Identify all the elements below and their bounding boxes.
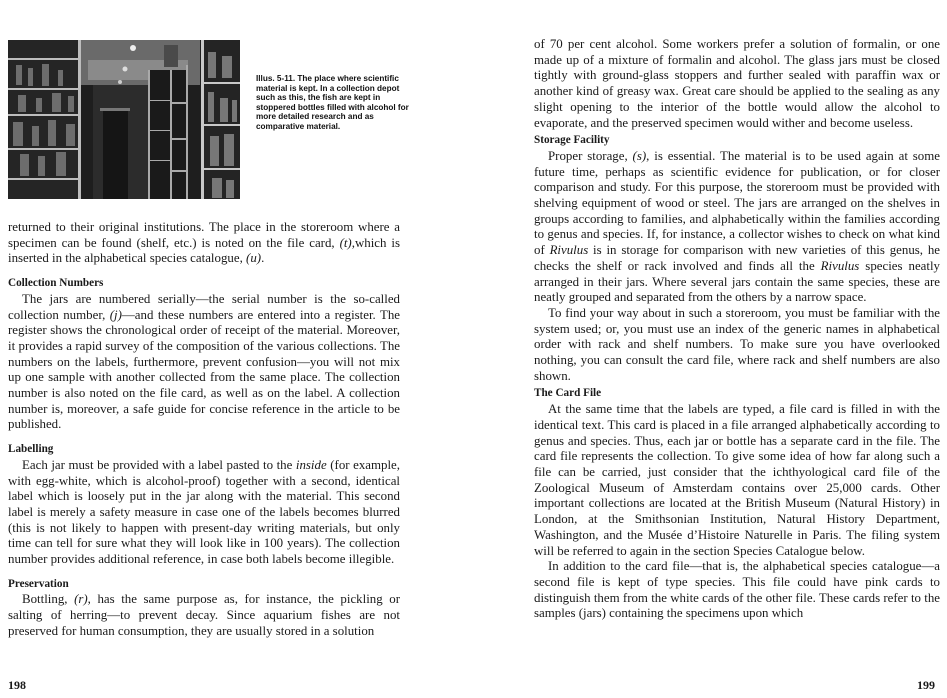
text-span: Proper storage, xyxy=(548,148,633,163)
text-span: . xyxy=(261,251,265,266)
left-column-text xyxy=(8,220,400,640)
text-span: —and these numbers are entered into a register. The register shows the chronological order of receipt of the material. Moreover, it provides a rapid survey of the composition of the various collections. The numbers on the labels, furthermore, prevent confusion—you will not mix up one sample with another collected from the same place. The collection number is also noted on the file card, as well as on the label. A collection number is, moreover, a safe guide for concise reference in the article to be published. xyxy=(8,307,400,432)
right-page xyxy=(476,0,947,698)
heading-labelling: Labelling xyxy=(8,443,54,456)
paragraph-card-file-1: At the same time that the labels are typed, a file card is filled in with the identical text. This card is placed in a file arranged alphabetically according to genus and species. Thus, each jar or bottle has a separate card in the file. The card file represents the collection. To give some idea of how far along such a file can be carried, just consider that the ichthyological card file of the Zoological Museum of Amsterdam contains over 25,000 cards. Other important collections are located at the British Museum (Natural History) in London, at the Smithsonian Institution, Natural History Department, Washington, and the Musée d’Histoire Naturelle in Paris. The filing system will be referred to again in the section Species Catalogue below. xyxy=(534,402,940,558)
figure-storeroom xyxy=(8,40,240,199)
paragraph-collection-numbers xyxy=(8,292,400,433)
paragraph-continuation: of 70 per cent alcohol. Some workers prefer a solution of formalin, or one made up of a mixture of formalin and alcohol. The glass jars must be closed tightly with ground-glass stoppers and further sealed with paraffin wax or another kind of greasy wax. Great care should be applied to the sealing as any slight opening to the interior of the bottle would allow the alcohol to evaporate, and the preserved specimen would wither and become useless. xyxy=(534,37,940,130)
text-span: The jars are numbered serially—the serial number is the so-called collection number, xyxy=(8,291,400,322)
storeroom-photo xyxy=(8,40,240,199)
text-span: (for example, with egg-white, which is alcohol-proof) together with a second, identical label which is loosely put in the jar along with the material. This second label is merely a safety measure in case one of the labels becomes blurred (this is not likely to happen with present-day writing materials, but only time can tell for sure what they will look like in 100 years). The collection number provides additional reference, in case both labels become illegible. xyxy=(8,457,401,567)
paragraph-labelling xyxy=(8,458,400,568)
figure-caption: Illus. 5-11. The place where scientific material is kept. In a collection depot such as this, the fish are kept in stoppered bottles filled with alcohol for more detailed research and as comparative material. xyxy=(256,74,409,131)
heading-collection-numbers: Collection Numbers xyxy=(8,277,104,290)
heading-preservation: Preservation xyxy=(8,577,69,590)
left-page xyxy=(0,0,470,698)
page-number-right: 199 xyxy=(917,678,935,692)
text-span: , has the same purpose as, for instance, the pickling or salting of herring—to prevent decay. Since aquarium fishes are not preserved for human consumption, they are usually stored in a solution xyxy=(8,592,400,638)
right-column-text xyxy=(534,37,940,622)
genus-rivulus: Rivulus xyxy=(820,258,860,273)
text-span: ,which is inserted in the alphabetical species catalogue, xyxy=(8,235,400,266)
genus-rivulus: Rivulus xyxy=(549,243,589,258)
text-span: Each jar must be provided with a label pasted to the xyxy=(22,457,296,472)
paragraph-card-file-2: In addition to the card file—that is, the alphabetical species catalogue—a second file is kept of type species. This file could have pink cards to distinguish them from the white cards of the other file. These cards refer to the samples (jars) containing the specimens upon which xyxy=(534,559,940,621)
paragraph-storage-2: To find your way about in such a storeroom, you must be familiar with the system used; or, you must use an index of the generic names in alphabetical order with rack and shelf numbers. To make sure you have overlooked nothing, you can consult the card file, where rack and shelf numbers are also shown. xyxy=(534,305,940,383)
heading-card-file: The Card File xyxy=(534,387,602,400)
text-span: is in storage for comparison with new varieties of this genus, he checks the shelf or rack involved and finds all the xyxy=(534,243,940,273)
reference-j: (j) xyxy=(109,307,122,322)
text-span: , is essential. The material is to be used again at some future time, perhaps as scientific evidence for publication, or for closer comparison and study. For this purpose, the storeroom must be provided with shelving equipment of wood or steel. The jars are arranged on the shelves in groups according to families, and alphabetically within the families according to genus and species. If, for instance, a collector wishes to check on what kind of xyxy=(534,148,940,258)
intro-paragraph xyxy=(8,220,400,267)
text-span: Bottling, xyxy=(22,592,75,607)
text-span: returned to their original institutions. The place in the storeroom where a specimen can be found (shelf, etc.) is noted on the file card, xyxy=(8,220,400,250)
reference-t: (t) xyxy=(339,235,352,250)
paragraph-storage-1 xyxy=(534,149,940,306)
page-number-left: 198 xyxy=(8,678,26,692)
heading-storage-facility: Storage Facility xyxy=(534,134,610,147)
reference-u: (u) xyxy=(246,251,262,266)
reference-s: (s) xyxy=(632,148,647,163)
paragraph-preservation xyxy=(8,592,400,639)
reference-r: (r) xyxy=(74,592,88,607)
text-span: species neatly arranged in their jars. Where several jars contain the same species, these are neatly grouped and separated from the others by a narrow space. xyxy=(534,258,940,305)
emphasis-inside: inside xyxy=(295,457,327,472)
